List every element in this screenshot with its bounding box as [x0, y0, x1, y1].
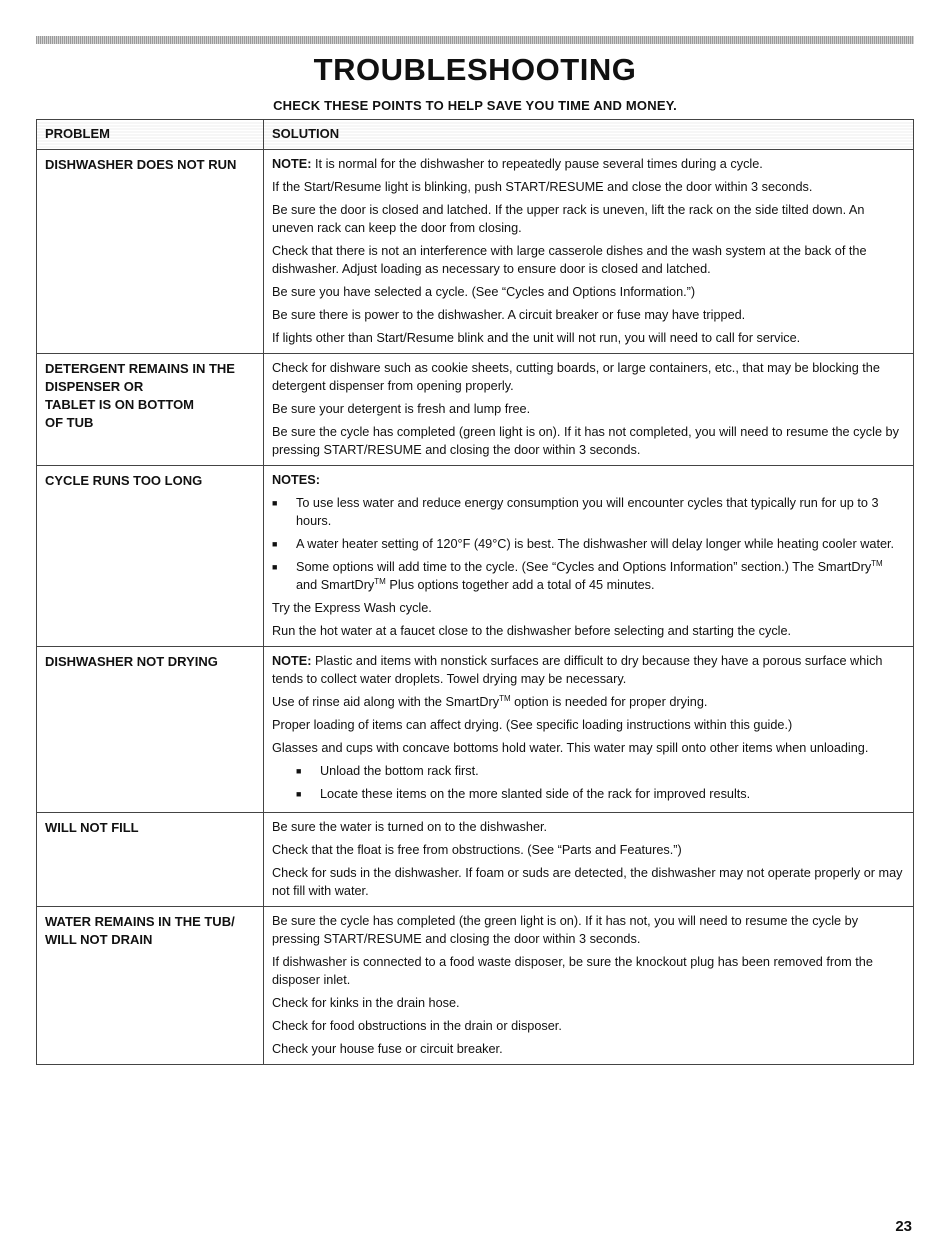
note-label: NOTE: — [272, 157, 312, 171]
solution-line: Check your house fuse or circuit breaker. — [272, 1042, 503, 1056]
solution-line: Be sure your detergent is fresh and lump free. — [272, 402, 531, 416]
solution-line: If the Start/Resume light is blinking, push START/RESUME and close the door within 3 seconds. — [272, 180, 813, 194]
note-label: NOTE: — [272, 654, 312, 668]
table-header-row — [37, 120, 914, 150]
solution-line: Glasses and cups with concave bottoms hold water. This water may spill onto other items when unloading. — [272, 741, 869, 755]
problem-cell: WATER REMAINS IN THE TUB/ WILL NOT DRAIN — [37, 907, 264, 1065]
trademark-mark: TM — [871, 558, 883, 568]
bullet-item: ■ A water heater setting of 120°F (49°C) is best. The dishwasher will delay longer while heating cooler water. — [272, 537, 895, 551]
solution-line: Proper loading of items can affect drying. (See specific loading instructions within this guide.) — [272, 718, 793, 732]
solution-cell — [264, 354, 914, 466]
solution-line: Be sure the water is turned on to the dishwasher. — [272, 820, 548, 834]
table-row — [37, 150, 914, 354]
top-decorative-bar — [36, 36, 914, 44]
solution-line: Run the hot water at a faucet close to the dishwasher before selecting and starting the cycle. — [272, 624, 792, 638]
solution-line: If lights other than Start/Resume blink and the unit will not run, you will need to call for service. — [272, 331, 801, 345]
page-title: TROUBLESHOOTING — [313, 52, 637, 87]
solution-line: Be sure you have selected a cycle. (See “Cycles and Options Information.”) — [272, 285, 696, 299]
page-number: 23 — [895, 1218, 912, 1235]
problem-cell: WILL NOT FILL — [37, 813, 264, 907]
table-row — [37, 813, 914, 907]
solution-line: Check that the float is free from obstructions. (See “Parts and Features.”) — [272, 843, 682, 857]
solution-line: Check for dishware such as cookie sheets, cutting boards, or large containers, etc., that may be blocking the detergent dispenser from opening properly. — [272, 361, 880, 393]
solution-line: Check for kinks in the drain hose. — [272, 996, 460, 1010]
solution-cell — [264, 647, 914, 813]
solution-line: If dishwasher is connected to a food waste disposer, be sure the knockout plug has been removed from the disposer inlet. — [272, 955, 873, 987]
trademark-mark: TM — [499, 693, 511, 703]
solution-line: Use of rinse aid along with the SmartDry™ option is needed for proper drying. — [272, 693, 708, 709]
solution-cell — [264, 907, 914, 1065]
solution-line: Check that there is not an interference with large casserole dishes and the wash system at the back of the dishwasher. Adjust loading as necessary to ensure door is closed and latched. — [272, 244, 867, 276]
bullet-item: ■ To use less water and reduce energy consumption you will encounter cycles that typically run for up to 3 hours. — [272, 496, 879, 528]
troubleshooting-table — [36, 119, 914, 1065]
table-row — [37, 354, 914, 466]
square-bullet-icon: ■ — [272, 498, 278, 508]
solution-cell — [264, 813, 914, 907]
problem-cell: DISHWASHER DOES NOT RUN — [37, 150, 264, 354]
column-header-solution: SOLUTION — [264, 120, 914, 150]
solution-line: Be sure the cycle has completed (green light is on). If it has not completed, you will need to resume the cycle by pressing START/RESUME and closing the door within 3 seconds. — [272, 425, 899, 457]
solution-line: Check for food obstructions in the drain or disposer. — [272, 1019, 562, 1033]
square-bullet-icon: ■ — [272, 539, 278, 549]
solution-line: Check for suds in the dishwasher. If foam or suds are detected, the dishwasher may not operate properly or may not fill with water. — [272, 866, 903, 898]
notes-label: NOTES: — [272, 473, 320, 487]
solution-line: NOTE: Plastic and items with nonstick surfaces are difficult to dry because they have a porous surface which tends to collect water droplets. Towel drying may be necessary. — [272, 654, 883, 686]
solution-cell — [264, 150, 914, 354]
bullet-item: ■ Locate these items on the more slanted side of the rack for improved results. — [296, 787, 751, 801]
square-bullet-icon: ■ — [296, 766, 302, 776]
problem-cell: DETERGENT REMAINS IN THE DISPENSER OR TABLET IS ON BOTTOM OF TUB — [37, 354, 264, 466]
bullet-item: ■ Some options will add time to the cycle. (See “Cycles and Options Information” section.) The SmartDry™ and SmartDry™ Plus options together add a total of 45 minutes. — [272, 558, 883, 592]
solution-cell — [264, 466, 914, 647]
table-row — [37, 466, 914, 647]
problem-cell: DISHWASHER NOT DRYING — [37, 647, 264, 813]
column-header-problem: PROBLEM — [37, 120, 264, 150]
problem-cell: CYCLE RUNS TOO LONG — [37, 466, 264, 647]
page-subtitle: CHECK THESE POINTS TO HELP SAVE YOU TIME AND MONEY. — [273, 98, 677, 113]
table-row — [37, 647, 914, 813]
square-bullet-icon: ■ — [272, 562, 278, 572]
table-row — [37, 907, 914, 1065]
solution-line: Be sure the door is closed and latched. If the upper rack is uneven, lift the rack on the side tilted down. An uneven rack can keep the door from closing. — [272, 203, 865, 235]
solution-line: NOTE: It is normal for the dishwasher to repeatedly pause several times during a cycle. — [272, 157, 763, 171]
trademark-mark: TM — [374, 576, 386, 586]
solution-line: Be sure there is power to the dishwasher. A circuit breaker or fuse may have tripped. — [272, 308, 746, 322]
bullet-item: ■ Unload the bottom rack first. — [296, 764, 479, 778]
solution-line: Try the Express Wash cycle. — [272, 601, 432, 615]
solution-line: Be sure the cycle has completed (the green light is on). If it has not, you will need to resume the cycle by pressing START/RESUME and closing the door within 3 seconds. — [272, 914, 859, 946]
square-bullet-icon: ■ — [296, 789, 302, 799]
